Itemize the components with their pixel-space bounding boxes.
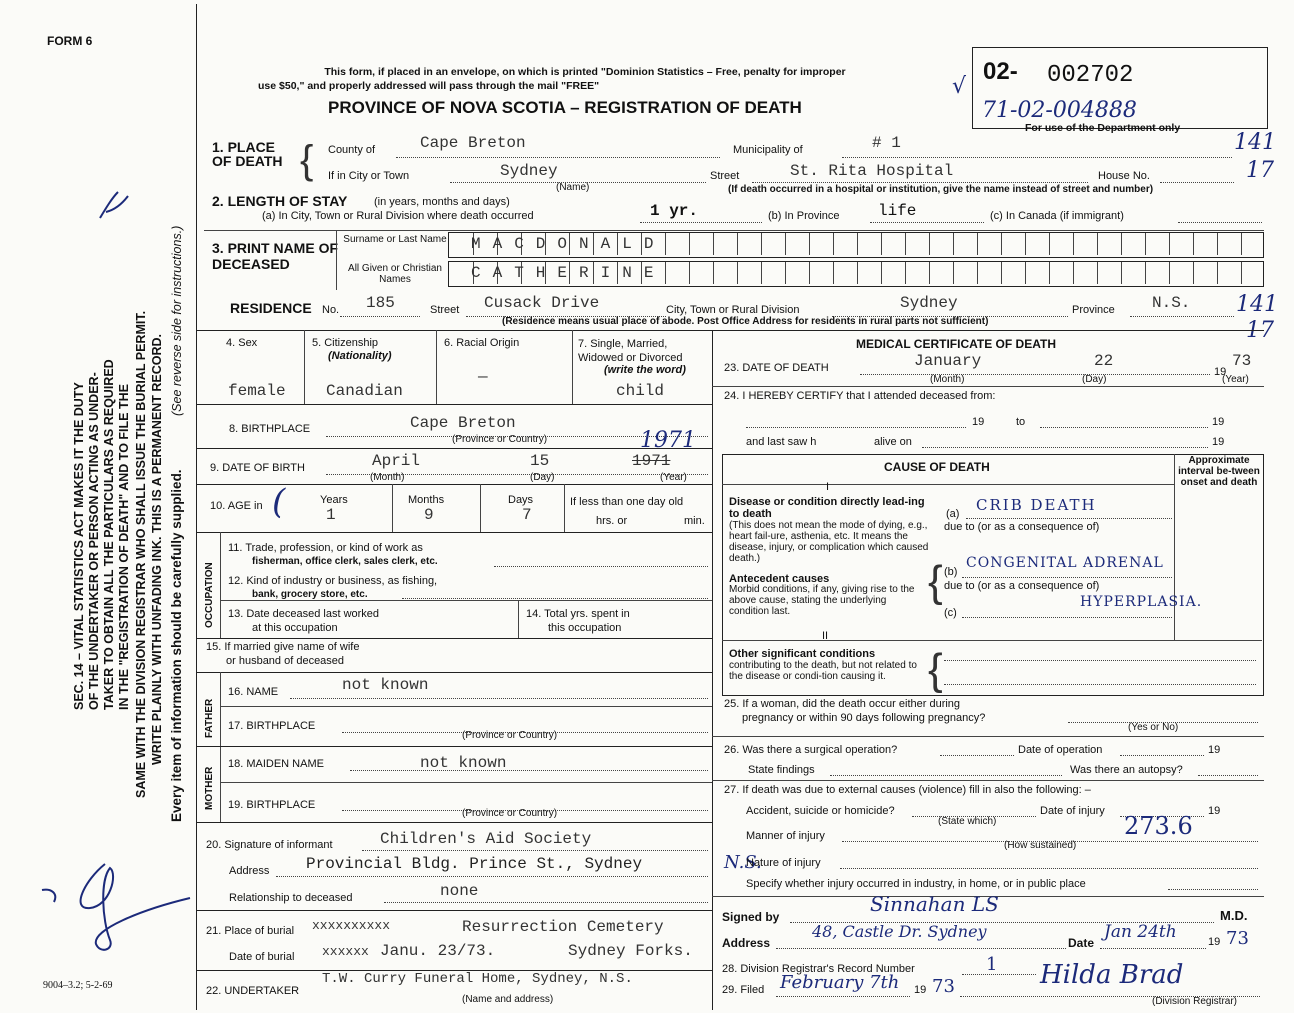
burial-date-value: Janu. 23/73.	[380, 942, 496, 960]
accident-label: Accident, suicide or homicide?	[746, 805, 895, 817]
margin-mark-4: 17	[1246, 318, 1274, 343]
given-names-boxes	[448, 261, 1264, 287]
last-saw-label: and last saw h	[746, 436, 817, 448]
residence-no-label: No.	[322, 304, 340, 316]
filed-label: 29. Filed	[722, 984, 765, 996]
length-of-stay-label: 2. LENGTH OF STAY	[212, 193, 348, 209]
handwritten-margin-mark	[96, 188, 136, 228]
interval-label: Approximate interval be-tween onset and death	[1178, 455, 1260, 488]
nature-label: Nature of injury	[746, 857, 821, 869]
physician-signature: Sinnahan LS	[870, 892, 999, 916]
signed-by-label: Signed by	[722, 910, 780, 924]
total-years-label: 14. Total yrs. spent in	[526, 608, 630, 620]
stay-city-label: (a) In City, Town or Rural Division where death occurred	[262, 210, 534, 222]
date-of-birth-label: 9. DATE OF BIRTH	[210, 462, 305, 474]
residence-province-value: N.S.	[1152, 294, 1191, 312]
registration-prefix: 02-	[983, 58, 1018, 85]
alive-on-year: 19	[1212, 436, 1225, 448]
death-day-value: 22	[1094, 352, 1114, 370]
cause-c-label: (c)	[944, 607, 957, 619]
cause-a-label: (a)	[946, 508, 960, 520]
birth-month-value: April	[372, 452, 421, 470]
undertaker-label: 22. UNDERTAKER	[206, 985, 300, 997]
given-names-value: CATHERINE	[471, 264, 666, 282]
registrar-note: (Division Registrar)	[1152, 996, 1238, 1007]
informant-address-label: Address	[229, 865, 270, 877]
surname-label: Surname or Last Name	[343, 234, 447, 245]
checkmark: √	[952, 74, 967, 99]
birth-day-value: 15	[530, 452, 550, 470]
md-label: M.D.	[1220, 908, 1248, 923]
stay-province-label: (b) In Province	[768, 210, 840, 222]
antecedent-label: Antecedent causes	[729, 573, 830, 585]
operation-date-label: Date of operation	[1018, 744, 1103, 756]
registration-number-handwritten: 71-02-004888	[982, 98, 1137, 123]
residence-city-label: City, Town or Rural Division	[666, 304, 800, 316]
stay-city-value: 1 yr.	[650, 202, 699, 220]
mother-birthplace-note: (Province or Country)	[462, 808, 558, 819]
age-minutes-label: min.	[684, 515, 705, 527]
birthplace-value: Cape Breton	[410, 414, 516, 432]
last-worked-label: 13. Date deceased last worked	[228, 608, 380, 620]
municipality-value: # 1	[872, 134, 901, 152]
spouse-label: 15. If married give name of wife	[206, 641, 360, 653]
informant-value: Children's Aid Society	[380, 830, 592, 848]
injury-code-value: 273.6	[1124, 812, 1193, 840]
last-worked-label-2: at this occupation	[252, 622, 338, 634]
death-year-prefix: 19	[1214, 366, 1227, 378]
physician-address-label: Address	[722, 936, 771, 950]
street-value: St. Rita Hospital	[790, 162, 954, 180]
county-value: Cape Breton	[420, 134, 526, 152]
cause-b-value: CONGENITAL ADRENAL	[966, 555, 1164, 571]
cause-b-label: (b)	[944, 566, 958, 578]
burial-date-crossed: xxxxxx	[322, 944, 369, 959]
side-instruction-4: IN THE "REGISTRATION OF DEATH" AND TO FILE THE	[117, 384, 131, 710]
birthplace-label: 8. BIRTHPLACE	[229, 423, 311, 435]
burial-date-label: Date of burial	[229, 951, 295, 963]
margin-mark-2: 17	[1246, 158, 1274, 183]
header-notice-2: use $50," and properly addressed will pass through the mail "FREE"	[258, 80, 600, 92]
age-days-label: Days	[508, 494, 534, 506]
side-instruction-8: (See reverse side for instructions.)	[170, 225, 184, 416]
signed-date-value: Jan 24th	[1104, 922, 1177, 942]
surname-value: MACDONALD	[471, 235, 666, 253]
side-instruction-5: SAME WITH THE DIVISION REGISTRAR WHO SHALL ISSUE THE BURIAL PERMIT.	[134, 310, 148, 798]
age-days-value: 7	[522, 506, 532, 524]
antecedent-note: Morbid conditions, if any, giving rise to the above cause, stating the underlying condition last.	[729, 584, 915, 617]
certify-label: 24. I HEREBY CERTIFY that I attended deceased from:	[724, 390, 996, 402]
citizenship-label: 5. Citizenship	[312, 337, 379, 349]
undertaker-value: T.W. Curry Funeral Home, Sydney, N.S.	[322, 971, 633, 987]
father-birthplace-note: (Province or Country)	[462, 730, 558, 741]
print-name-label: 3. PRINT NAME OF DECEASED	[212, 240, 339, 272]
findings-label: State findings	[748, 764, 815, 776]
trade-examples: fisherman, office clerk, sales clerk, etc.	[252, 556, 438, 567]
date-of-death-label: 23. DATE OF DEATH	[724, 362, 829, 374]
age-label: 10. AGE in	[210, 500, 263, 512]
street-label: Street	[710, 170, 740, 182]
city-value: Sydney	[500, 162, 558, 180]
side-instruction-3: TAKER TO OBTAIN ALL THE PARTICULARS AS REQUIRED	[102, 359, 116, 710]
print-code: 9004–3.2; 5-2-69	[43, 980, 113, 991]
burial-place-label: 21. Place of burial	[206, 925, 295, 937]
cause-of-death-title: CAUSE OF DEATH	[884, 460, 990, 474]
state-which-note: (State which)	[938, 816, 997, 827]
part-two-label: II	[822, 630, 829, 642]
part-one-label: I	[826, 481, 830, 493]
industry-label: 12. Kind of industry or business, as fishing,	[228, 575, 438, 587]
pregnancy-label-2: pregnancy or within 90 days following pregnancy?	[742, 712, 986, 724]
age-years-label: Years	[320, 494, 348, 506]
specify-label: Specify whether injury occurred in industry, in home, or in public place	[746, 878, 1086, 890]
informant-address-handwritten: N.S.	[724, 852, 762, 873]
birth-day-note: (Day)	[530, 472, 555, 483]
signed-year-value: 73	[1226, 928, 1249, 949]
death-month-value: January	[914, 352, 982, 370]
form-title: PROVINCE OF NOVA SCOTIA – REGISTRATION OF DEATH	[328, 98, 802, 117]
stay-province-value: life	[878, 202, 917, 220]
filed-year-value: 73	[932, 976, 955, 997]
residence-label: RESIDENCE	[230, 300, 312, 316]
form-number: FORM 6	[47, 34, 93, 48]
side-instruction-1: SEC. 14 – VITAL STATISTICS ACT MAKES IT THE DUTY	[72, 382, 86, 710]
citizenship-value: Canadian	[326, 382, 403, 400]
age-less-than-day-label: If less than one day old	[570, 496, 684, 508]
signed-year-prefix: 19	[1208, 936, 1221, 948]
due-to-b: due to (or as a consequence of)	[944, 580, 1100, 592]
father-birthplace-label: 17. BIRTHPLACE	[228, 720, 316, 732]
side-instruction-6: WRITE PLAINLY WITH UNFADING INK. THIS IS A PERMANENT RECORD.	[150, 333, 164, 765]
burial-place-crossed: xxxxxxxxxx	[312, 918, 391, 933]
other-conditions-label: Other significant conditions	[729, 648, 876, 660]
residence-province-label: Province	[1072, 304, 1115, 316]
hospital-note: (If death occurred in a hospital or institution, give the name instead of street and number)	[728, 184, 1154, 195]
informant-label: 20. Signature of informant	[206, 839, 333, 851]
residence-no-value: 185	[366, 294, 395, 312]
father-name-value: not known	[342, 676, 429, 694]
mother-maiden-name-label: 18. MAIDEN NAME	[228, 758, 324, 770]
undertaker-note: (Name and address)	[462, 994, 554, 1005]
surname-boxes	[448, 232, 1264, 258]
racial-origin-value: —	[478, 368, 488, 386]
due-to-a: due to (or as a consequence of)	[944, 521, 1100, 533]
industry-examples: bank, grocery store, etc.	[252, 589, 368, 600]
sex-label: 4. Sex	[226, 337, 258, 349]
length-of-stay-note: (in years, months and days)	[374, 196, 510, 208]
margin-mark-3: 141	[1236, 292, 1278, 317]
spouse-label-2: or husband of deceased	[226, 655, 345, 667]
record-number-label: 28. Division Registrar's Record Number	[722, 963, 915, 975]
racial-origin-label: 6. Racial Origin	[444, 337, 520, 349]
residence-note: (Residence means usual place of abode. Post Office Address for residents in rural parts not sufficient)	[502, 316, 989, 327]
death-year-note: (Year)	[1222, 374, 1249, 385]
injury-date-label: Date of injury	[1040, 805, 1105, 817]
birthplace-note: (Province or Country)	[452, 434, 548, 445]
marital-status-value: child	[616, 382, 665, 400]
informant-address-value: Provincial Bldg. Prince St., Sydney	[306, 855, 643, 873]
father-label: FATHER	[204, 698, 215, 738]
place-of-death-label: 1. PLACE OF DEATH	[212, 139, 283, 169]
how-sustained-note: (How sustained)	[1004, 840, 1077, 851]
pregnancy-note: (Yes or No)	[1128, 722, 1179, 733]
manner-label: Manner of injury	[746, 830, 825, 842]
side-instruction-7: Every item of information should be carefully supplied.	[169, 469, 184, 822]
physician-address-value: 48, Castle Dr. Sydney	[812, 922, 987, 941]
house-label: House No.	[1098, 170, 1150, 182]
direct-cause-note: (This does not mean the mode of dying, e.g., heart fail-ure, asthenia, etc. It means the disease, injury, or complication which caused death.)	[729, 520, 929, 564]
age-years-value: 1	[326, 506, 336, 524]
municipality-label: Municipality of	[733, 144, 803, 156]
father-name-label: 16. NAME	[228, 686, 279, 698]
age-months-label: Months	[408, 494, 445, 506]
residence-street-value: Cusack Drive	[484, 294, 600, 312]
relationship-value: none	[440, 882, 479, 900]
mother-birthplace-label: 19. BIRTHPLACE	[228, 799, 316, 811]
side-instruction-2: OF THE UNDERTAKER OR PERSON ACTING AS UNDER-	[87, 372, 101, 710]
burial-location-value: Sydney Forks.	[568, 942, 693, 960]
margin-mark-1: 141	[1234, 130, 1276, 155]
burial-place-value: Resurrection Cemetery	[462, 918, 664, 936]
given-names-label: All Given or Christian Names	[348, 263, 442, 285]
birth-year-handwritten: 1971	[640, 428, 696, 453]
city-label: If in City or Town	[328, 170, 410, 182]
trade-label: 11. Trade, profession, or kind of work as	[228, 542, 423, 554]
registration-number: 002702	[1047, 62, 1134, 89]
birth-year-typed: 1971	[632, 452, 671, 470]
certify-from-year: 19	[972, 416, 985, 428]
operation-year: 19	[1208, 744, 1221, 756]
death-year-value: 73	[1232, 352, 1252, 370]
death-month-note: (Month)	[930, 374, 965, 385]
citizenship-note: (Nationality)	[328, 350, 392, 362]
registrar-signature: Hilda Brad	[1040, 960, 1184, 990]
certify-to: to	[1016, 416, 1026, 428]
birth-month-note: (Month)	[370, 472, 405, 483]
death-day-note: (Day)	[1082, 374, 1107, 385]
residence-street-label: Street	[430, 304, 460, 316]
residence-city-value: Sydney	[900, 294, 958, 312]
occupation-label: OCCUPATION	[204, 562, 215, 628]
filed-year-prefix: 19	[914, 984, 927, 996]
alive-on-label: alive on	[874, 436, 912, 448]
total-years-label-2: this occupation	[548, 622, 622, 634]
header-notice-1: This form, if placed in an envelope, on which is printed "Dominion Statistics – Free, penalty for improper	[324, 66, 846, 78]
relationship-label: Relationship to deceased	[229, 892, 353, 904]
sex-value: female	[228, 382, 286, 400]
external-causes-label: 27. If death was due to external causes (violence) fill in also the following: –	[724, 784, 1091, 796]
marital-status-note: (write the word)	[604, 364, 686, 376]
certify-to-year: 19	[1212, 416, 1225, 428]
age-months-value: 9	[424, 506, 434, 524]
surgery-label: 26. Was there a surgical operation?	[724, 744, 898, 756]
signed-date-label: Date	[1068, 936, 1095, 950]
cause-c-value: HYPERPLASIA.	[1080, 594, 1203, 610]
pregnancy-label: 25. If a woman, did the death occur either during	[724, 698, 961, 710]
stay-canada-label: (c) In Canada (if immigrant)	[990, 210, 1124, 222]
mother-label: MOTHER	[204, 766, 215, 810]
cause-a-value: CRIB DEATH	[976, 496, 1097, 514]
county-label: County of	[328, 144, 376, 156]
department-use-note: For use of the Department only	[1025, 122, 1181, 134]
direct-cause-label: Disease or condition directly lead-ing to death	[729, 496, 925, 520]
city-name-note: (Name)	[556, 182, 590, 193]
mother-maiden-name-value: not known	[420, 754, 507, 772]
autopsy-label: Was there an autopsy?	[1070, 764, 1183, 776]
handwritten-initial-mark	[30, 850, 200, 960]
birth-year-note: (Year)	[660, 472, 687, 483]
record-number-value: 1	[986, 954, 998, 975]
medical-certificate-title: MEDICAL CERTIFICATE OF DEATH	[856, 337, 1056, 351]
age-hours-label: hrs. or	[596, 515, 628, 527]
other-conditions-note: contributing to the death, but not related to the disease or condi-tion causing it.	[729, 660, 917, 682]
filed-date-value: February 7th	[780, 972, 900, 993]
injury-year: 19	[1208, 805, 1221, 817]
marital-status-label: 7. Single, Married, Widowed or Divorced	[578, 338, 683, 364]
